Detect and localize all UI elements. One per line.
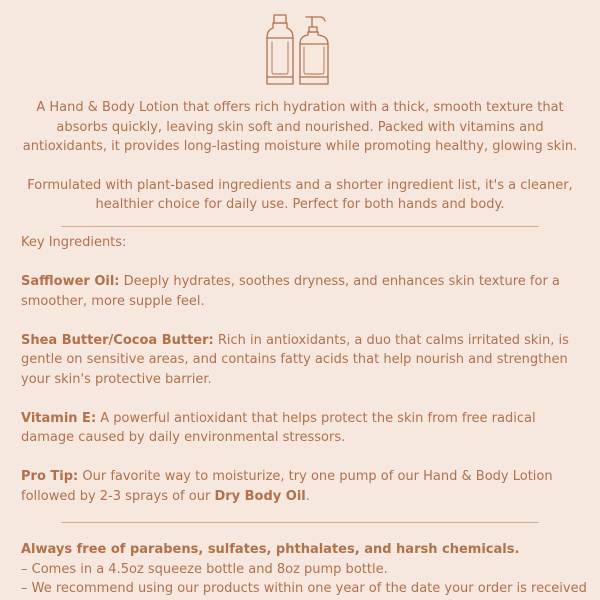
ingredient-vitamin-e (21, 409, 587, 448)
intro-text (20, 98, 580, 234)
ingredient-safflower (21, 272, 587, 311)
usage-recommendation: – We recommend using our products within one year of the date your order is received (21, 581, 587, 596)
ingredient-shea (21, 331, 587, 390)
ingredient-label: Vitamin E: (21, 410, 97, 426)
pro-tip (21, 467, 587, 506)
divider (61, 226, 539, 227)
dry-body-oil-product: Dry Body Oil (214, 488, 306, 504)
ingredient-text: Rich in antioxidants, a duo that calms irritated skin, is gentle on sensitive areas, and contains fatty acids that help nourish and strengthen your skin's protective barrier. (21, 332, 569, 387)
ingredient-label: Shea Butter/Cocoa Butter: (21, 332, 214, 348)
intro-paragraph-2: Formulated with plant-based ingredients and a shorter ingredient list, it's a cleaner, healthier choice for daily use. Perfect for both hands and body. (27, 177, 573, 212)
pro-tip-text: Our favorite way to moisturize, try one pump of our Hand & Body Lotion followed by 2-3 sprays of our (21, 469, 553, 504)
pro-tip-label: Pro Tip: (21, 469, 79, 484)
ingredient-text: A powerful antioxidant that helps protect the skin from free radical damage caused by daily environmental stressors. (21, 410, 536, 445)
pro-tip-end: . (305, 488, 310, 504)
footer-notes (21, 540, 591, 599)
divider (61, 522, 539, 523)
sizes-note: – Comes in a 4.5oz squeeze bottle and 8oz pump bottle. (21, 561, 388, 577)
ingredient-text: Deeply hydrates, soothes dryness, and enhances skin texture for a smoother, more supple feel. (21, 274, 560, 309)
intro-paragraph-1: A Hand & Body Lotion that offers rich hydration with a thick, smooth texture that absorbs quickly, leaving skin soft and nourished. Packed with vitamins and antioxidants, it provides long-lasting moisture while promoting healthy, glowing skin. (22, 100, 578, 154)
key-ingredients-heading: Key Ingredients: (21, 235, 127, 250)
ingredient-label: Safflower Oil: (21, 274, 120, 289)
key-ingredients-section (21, 233, 587, 526)
free-of-statement: Always free of parabens, sulfates, phthalates, and harsh chemicals. (21, 542, 520, 557)
lotion-bottles-icon (262, 12, 338, 88)
